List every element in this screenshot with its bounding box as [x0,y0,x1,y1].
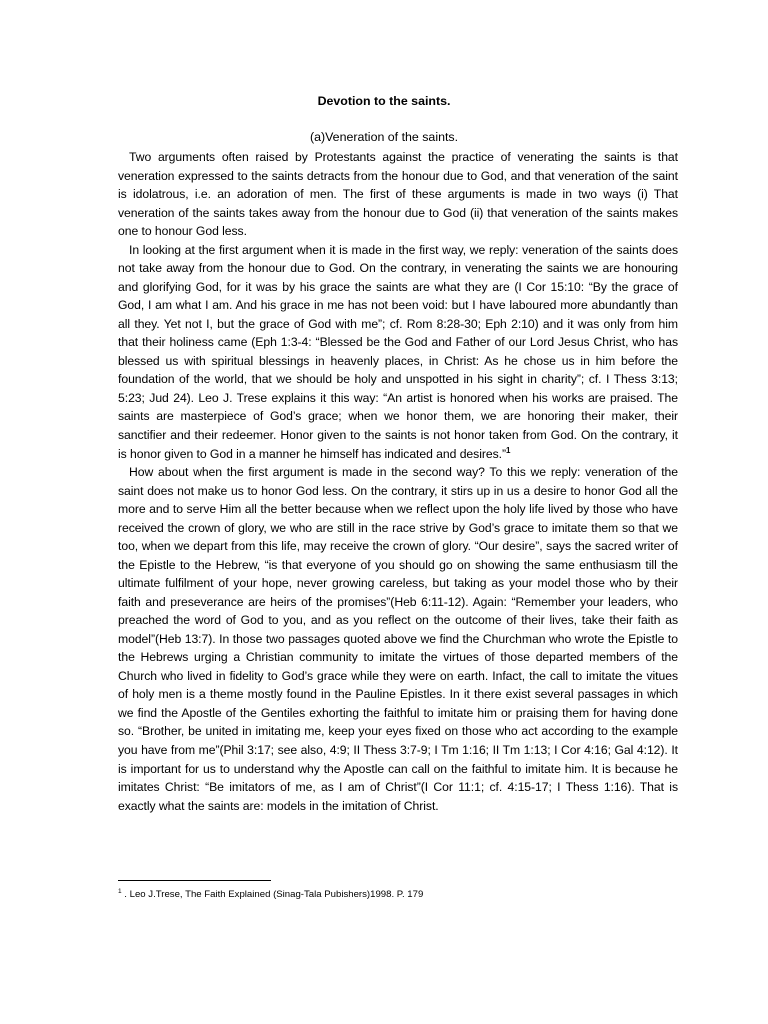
paragraph-2 [118,241,678,463]
paragraph-2-text: In looking at the first argument when it is made in the first way, we reply: veneration of the saints does not take away from the honour due to God. On the contrary, in venerating the saints we are honouring and glorifying God, for it was by his grace the saints are what they are (I Cor 15:10: “By the grace of God, I am what I am. And his grace in me has not been void: but I have laboured more abundantly than all they. Yet not I, but the grace of God with me”; cf. Rom 8:28-30; Eph 2:10) and it was only from him that their holiness came (Eph 1:3-4: “Blessed be the God and Father of our Lord Jesus Christ, who has blessed us with spiritual blessings in heavenly places, in Christ: As he chose us in him before the foundation of the world, that we should be holy and unspotted in his sight in charity”; cf. I Thess 3:13; 5:23; Jud 24). Leo J. Trese explains it this way: “An artist is honored when his works are praised. The saints are masterpiece of God’s grace; when we honor them, we are honoring their maker, their sanctifier and their redeemer. Honor given to the saints is not honor taken from God. On the contrary, it is honor given to God in a manner he himself has indicated and desires.” [118,242,678,461]
footnote [118,888,678,901]
section-heading: (a)Veneration of the saints. [309,130,459,144]
paragraph-1 [118,148,678,241]
paragraph-3 [118,463,678,815]
footnote-text: . Leo J.Trese, The Faith Explained (Sinag-Tala Pubishers)1998. P. 179 [121,889,424,900]
paragraph-1-text: Two arguments often raised by Protestants against the practice of venerating the saints is that veneration expressed to the saints detracts from the honour due to God, and that veneration of the saint is idolatrous, i.e. an adoration of men. The first of these arguments is made in two ways (i) That veneration of the saints takes away from the honour due to God (ii) that veneration of the saints makes one to honour God less. [118,150,678,239]
body-text [118,148,678,815]
paragraph-3-text: How about when the first argument is made in the second way? To this we reply: veneration of the saint does not make us to honor God less. On the contrary, it stirs up in us a desire to honor God all the more and to serve Him all the better because when we reflect upon the holy life lived by those who have received the crown of glory, we who are still in the race strive by God’s grace to imitate them so that we too, when we depart from this life, may receive the crown of glory. “Our desire”, says the sacred writer of the Epistle to the Hebrew, “is that everyone of you should go on showing the same enthusiasm till the ultimate fulfilment of your hope, never growing careless, but taking as your model those who by their faith and preseverance are heirs of the promises”(Heb 6:11-12). Again: “Remember your leaders, who preached the word of God to you, and as you reflect on the outcome of their lives, take their faith as model”(Heb 13:7). In those two passages quoted above we find the Churchman who wrote the Epistle to the Hebrews urging a Christian community to imitate the virtues of those departed members of the Church who lived in fidelity to God’s grace while they were on earth. Infact, the call to imitate the vitues of holy men is a theme mostly found in the Pauline Epistles. In it there exist several passages in which we find the Apostle of the Gentiles exhorting the faithful to imitate him or praising them for having done so. “Brother, be united in imitating me, keep your eyes fixed on those who act according to the example you have from me”(Phil 3:17; see also, 4:9; II Thess 3:7-9; I Tm 1:16; II Tm 1:13; I Cor 4:16; Gal 4:12). It is important for us to understand why the Apostle can call on the faithful to imitate him. It is because he imitates Christ: “Be imitators of me, as I am of Christ”(I Cor 11:1; cf. 4:15-17; I Thess 1:16). That is exactly what the saints are: models in the imitation of Christ. [118,465,678,813]
footnote-number: 1 [118,887,122,895]
document-title: Devotion to the saints. [317,94,451,108]
footnote-reference[interactable]: 1 [505,445,511,455]
footnote-separator [118,880,271,881]
